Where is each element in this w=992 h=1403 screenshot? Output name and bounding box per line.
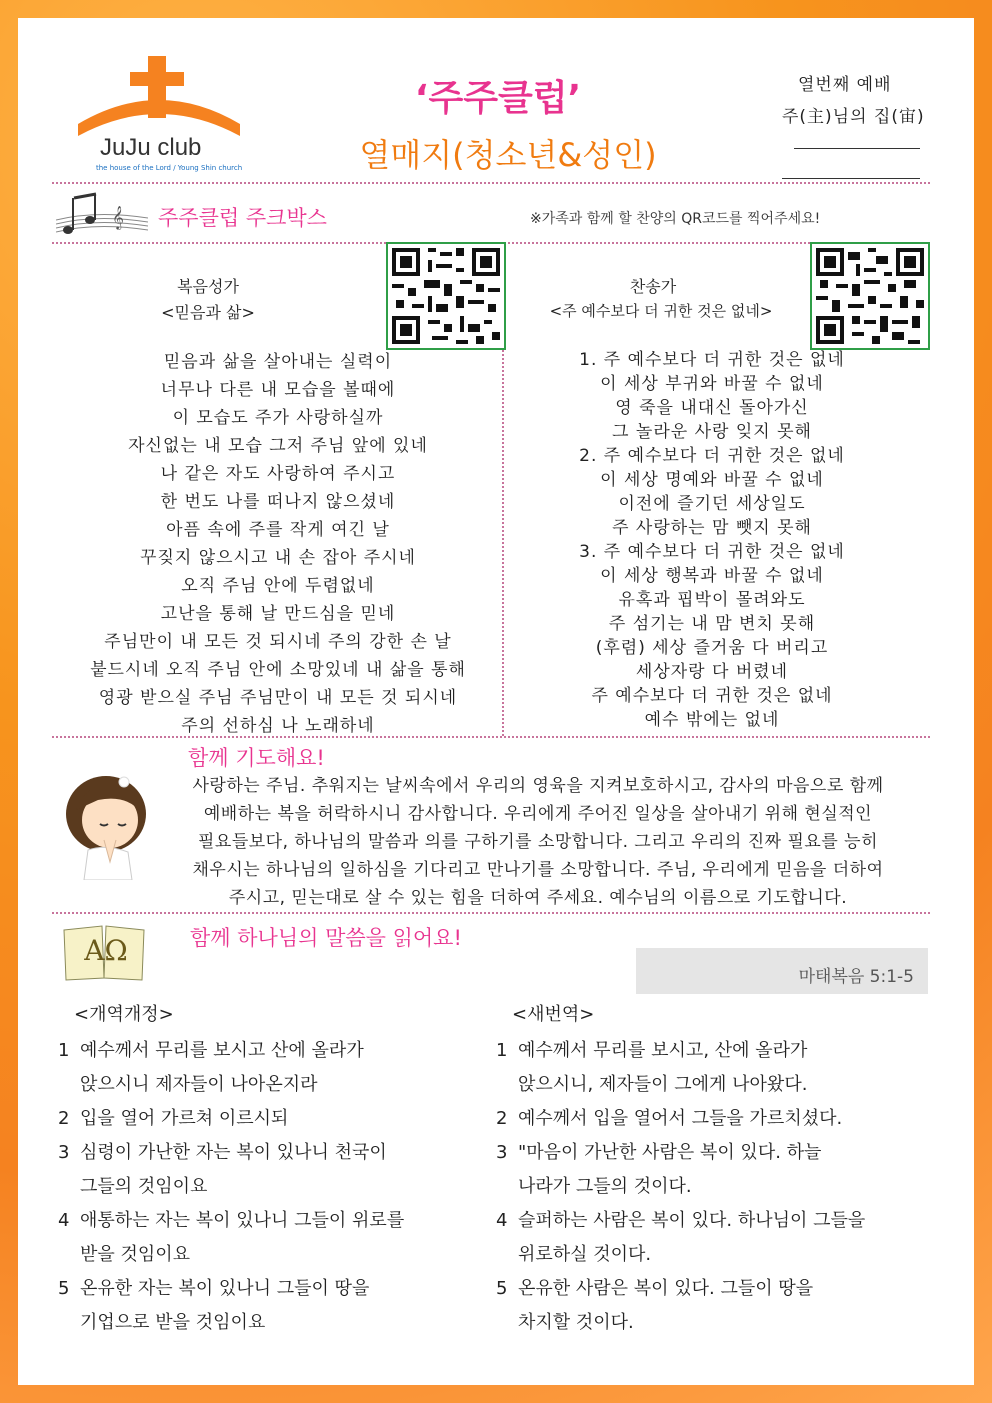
prayer-line: 사랑하는 주님. 추워지는 날씨속에서 우리의 영육을 지켜보호하시고, 감사의 마음으로 함께 [192, 776, 884, 796]
lyric-line: 세상자랑 다 버렸네 [635, 662, 789, 682]
qr-code-left[interactable] [386, 242, 506, 350]
verse-line: 예수께서 무리를 보시고, 산에 올라가 [518, 1040, 808, 1061]
verse-line: 예수께서 입을 열어서 그들을 가르치셨다. [518, 1108, 843, 1129]
bible-icon [62, 922, 146, 982]
verse-item [496, 1102, 936, 1136]
logo-text: JuJu club [100, 134, 202, 161]
lyric-line: 예수 밖에는 없네 [644, 710, 780, 730]
right-verses [496, 1034, 936, 1340]
lyric-line: 자신없는 내 모습 그저 주님 앞에 있네 [128, 436, 428, 456]
left-verses [58, 1034, 498, 1340]
jukebox-note: ※가족과 함께 할 찬양의 QR코드를 찍어주세요! [530, 211, 821, 227]
lyric-line: 이전에 즐기던 세상일도 [618, 494, 806, 514]
verse-number: 1 [58, 1040, 70, 1061]
lyric-line: 믿음과 삶을 살아내는 실력이 [163, 352, 393, 372]
verse-line: 온유한 사람은 복이 있다. 그들이 땅을 [518, 1278, 814, 1299]
verse-line: 온유한 자는 복이 있나니 그들이 땅을 [80, 1278, 370, 1299]
divider [52, 736, 930, 738]
page-subtitle: 열매지(청소년&성인) [359, 136, 657, 174]
prayer-line: 필요들보다, 하나님의 말씀과 의를 구하기를 소망합니다. 그리고 우리의 진짜 필요를 능히 [197, 832, 879, 852]
verse-line: 받을 것임이요 [80, 1244, 191, 1265]
name-line-1[interactable] [794, 148, 920, 149]
svg-text:𝄞: 𝄞 [112, 205, 124, 229]
verse-line: 예수께서 무리를 보시고 산에 올라가 [80, 1040, 364, 1061]
qr-code-icon [388, 244, 504, 348]
left-song-heading: 복음성가 [177, 277, 239, 296]
verse-line: 앉으시니, 제자들이 그에게 나아왔다. [518, 1074, 808, 1095]
lyric-line: 나 같은 자도 사랑하여 주시고 [160, 464, 396, 484]
lyric-line: 이 세상 행복과 바꿀 수 없네 [600, 566, 824, 586]
lyric-line: 2. 주 예수보다 더 귀한 것은 없네 [579, 446, 845, 466]
verse-number: 4 [496, 1210, 508, 1231]
right-version-heading: <새번역> [512, 1004, 595, 1025]
verse-number: 4 [58, 1210, 70, 1231]
lyric-line: 한 번도 나를 떠나지 않으셨네 [160, 492, 396, 512]
lyric-line: 영광 받으실 주님 주님만이 내 모든 것 되시네 [98, 688, 458, 708]
verse-item [496, 1034, 936, 1102]
lyric-line: 꾸짖지 않으시고 내 손 잡아 주시네 [140, 548, 416, 568]
lyric-line: 그 놀라운 사랑 잊지 못해 [612, 422, 812, 442]
lyric-line: 1. 주 예수보다 더 귀한 것은 없네 [579, 350, 845, 370]
lyric-line: 고난을 통해 날 만드심을 믿네 [160, 604, 396, 624]
verse-item [58, 1136, 498, 1204]
verse-number: 2 [496, 1108, 508, 1129]
music-notes-icon [56, 190, 148, 242]
verse-number: 3 [58, 1142, 70, 1163]
verse-item [58, 1204, 498, 1272]
lyric-line: 유혹과 핍박이 몰려와도 [618, 590, 806, 610]
verse-line: 나라가 그들의 것이다. [518, 1176, 692, 1197]
verse-item [58, 1102, 498, 1136]
verse-number: 3 [496, 1142, 508, 1163]
lyric-line: 이 세상 부귀와 바꿀 수 없네 [600, 374, 824, 394]
lyric-line: 아픔 속에 주를 작게 여긴 날 [166, 520, 390, 540]
verse-line: 그들의 것임이요 [80, 1176, 208, 1197]
worksheet-page [18, 18, 974, 1385]
verse-line: 슬퍼하는 사람은 복이 있다. 하나님이 그들을 [518, 1210, 866, 1231]
verse-line: 입을 열어 가르쳐 이르시되 [80, 1108, 289, 1129]
left-song-title: <믿음과 삶> [161, 303, 255, 322]
verse-line: 위로하실 것이다. [518, 1244, 652, 1265]
juju-logo [74, 56, 244, 176]
scripture-reference [636, 948, 928, 994]
verse-number: 1 [496, 1040, 508, 1061]
week-label: 열번째 예배 [798, 75, 892, 95]
left-version-heading: <개역개정> [74, 1004, 174, 1025]
jukebox-title: 주주클럽 주크박스 [158, 206, 327, 230]
right-song-lyrics [512, 348, 912, 732]
alpha-omega-label: AΩ [84, 934, 128, 967]
word-title: 함께 하나님의 말씀을 읽어요! [190, 926, 462, 950]
praying-girl-icon [58, 770, 154, 880]
lyric-line: 너무나 다른 내 모습을 볼때에 [160, 380, 396, 400]
lyric-line: 붙드시네 오직 주님 안에 소망있네 내 삶을 통해 [90, 660, 466, 680]
lyric-line: 주 섬기는 내 맘 변치 못해 [608, 614, 816, 634]
left-song-lyrics [58, 348, 498, 740]
verse-line: "마음이 가난한 사람은 복이 있다. 하늘 [518, 1142, 822, 1163]
lyric-line: 오직 주님 안에 두렴없네 [181, 576, 375, 596]
prayer-line: 예배하는 복을 허락하시니 감사합니다. 우리에게 주어진 일상을 살아내기 위해 현실적인 [203, 804, 873, 824]
right-song-heading: 찬송가 [629, 277, 677, 296]
verse-line: 애통하는 자는 복이 있나니 그들이 위로를 [80, 1210, 405, 1231]
prayer-text [168, 772, 908, 912]
qr-code-right[interactable] [810, 242, 930, 350]
verse-line: 차지할 것이다. [518, 1312, 634, 1333]
page-title: ‘주주클럽’ [414, 78, 582, 119]
lyric-line: 주 사랑하는 맘 뺏지 못해 [612, 518, 812, 538]
lyric-line: 영 죽을 내대신 돌아가신 [615, 398, 809, 418]
verse-item [496, 1272, 936, 1340]
verse-number: 2 [58, 1108, 70, 1129]
lyric-line: (후렴) 세상 즐거움 다 버리고 [595, 638, 829, 658]
verse-item [496, 1204, 936, 1272]
verse-line: 심령이 가난한 자는 복이 있나니 천국이 [80, 1142, 387, 1163]
verse-item [58, 1034, 498, 1102]
verse-item [496, 1136, 936, 1204]
lyric-line: 이 모습도 주가 사랑하실까 [172, 408, 384, 428]
verse-line: 기업으로 받을 것임이요 [80, 1312, 266, 1333]
verse-line: 앉으시니 제자들이 나아온지라 [80, 1074, 318, 1095]
lyric-line: 주님만이 내 모든 것 되시네 주의 강한 손 날 [104, 632, 452, 652]
logo-subtext: the house of the Lord / Young Shin church [96, 164, 243, 172]
reference-text: 마태복음 5:1-5 [798, 967, 914, 987]
lyric-line: 주 예수보다 더 귀한 것은 없네 [591, 686, 833, 706]
verse-number: 5 [496, 1278, 508, 1299]
house-label: 주(主)님의 집(宙) [782, 107, 925, 127]
lyric-line: 3. 주 예수보다 더 귀한 것은 없네 [579, 542, 845, 562]
lyric-line: 이 세상 명예와 바꿀 수 없네 [600, 470, 824, 490]
cross-arch-icon [74, 56, 244, 146]
lyric-line: 주의 선하심 나 노래하네 [181, 716, 375, 736]
divider [52, 912, 930, 914]
verse-item [58, 1272, 498, 1340]
prayer-line: 주시고, 믿는대로 살 수 있는 힘을 더하여 주세요. 예수님의 이름으로 기도합니다. [228, 888, 848, 908]
qr-code-icon [812, 244, 928, 348]
name-line-2[interactable] [782, 178, 920, 179]
verse-number: 5 [58, 1278, 70, 1299]
divider [52, 182, 930, 184]
right-song-title: <주 예수보다 더 귀한 것은 없네> [549, 302, 773, 320]
prayer-title: 함께 기도해요! [188, 746, 325, 770]
prayer-line: 채우시는 하나님의 일하심을 기다리고 만나기를 소망합니다. 주님, 우리에게 믿음을 더하여 [192, 860, 884, 880]
